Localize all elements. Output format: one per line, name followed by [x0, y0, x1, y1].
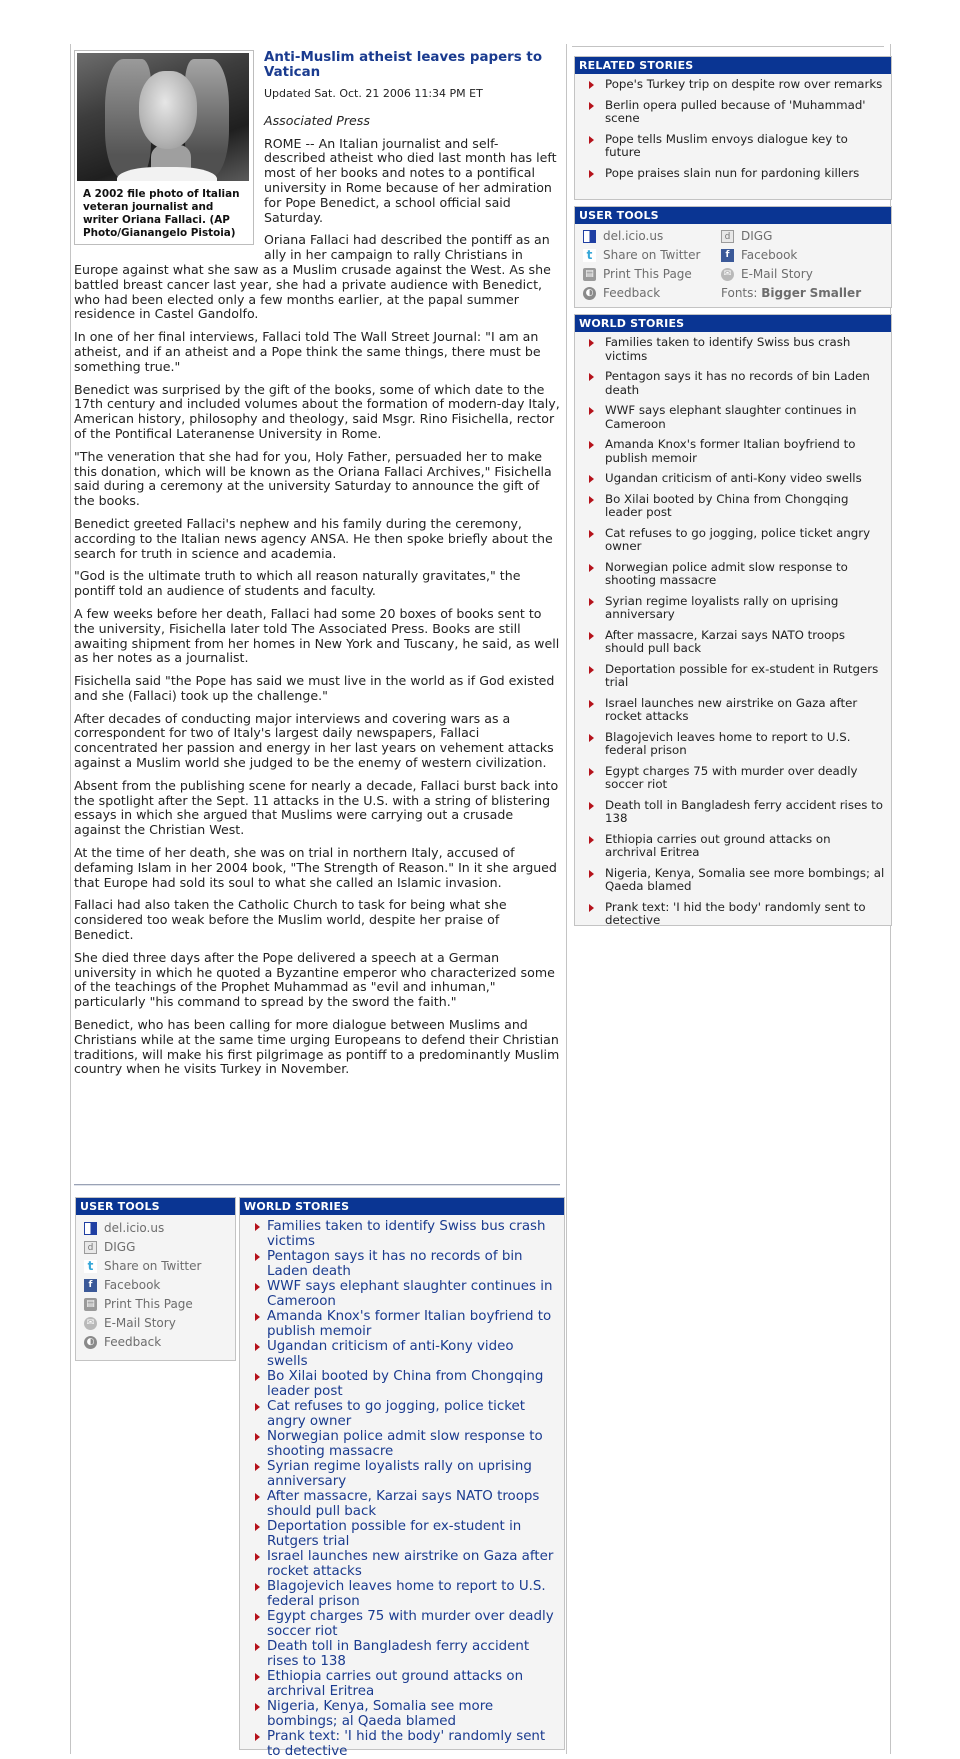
- article-paragraph: At the time of her death, she was on trial in northern Italy, accused of defaming Islam in her 2004 book, "The Strength of Reason." In it she argued that Europe had sold its soul to what she called an Islamic invasion.: [74, 845, 557, 890]
- bullet-arrow-icon: [255, 1493, 260, 1501]
- article-paragraph: In one of her final interviews, Fallaci told The Wall Street Journal: "I am an atheist, and if an atheist and a Pope think the same things, there must be something true.": [74, 329, 541, 374]
- related-story-link[interactable]: Pope praises slain nun for pardoning killers: [575, 167, 891, 181]
- font-smaller-link[interactable]: Smaller: [809, 286, 862, 300]
- world-story-link[interactable]: Ethiopia carries out ground attacks on archrival Eritrea: [240, 1669, 564, 1699]
- digg-link[interactable]: d DIGG: [721, 227, 772, 245]
- digg-icon: d: [721, 230, 734, 243]
- twitter-icon: t: [84, 1260, 97, 1273]
- user-tools-header: USER TOOLS: [76, 1198, 235, 1215]
- world-story-link[interactable]: Blagojevich leaves home to report to U.S. federal prison: [240, 1579, 564, 1609]
- article-paragraph: A few weeks before her death, Fallaci had some 20 boxes of books sent to the university, Fisichella later told The Associated Press. Books are still awaiting shipment from her homes in New York and Tuscany, he said, as well as her notes as a journalist.: [74, 605, 560, 666]
- article-photo: [77, 53, 249, 181]
- article-paragraph: Absent from the publishing scene for nearly a decade, Fallaci burst back into the spotlight after the Sept. 11 attacks in the U.S. with a string of blistering essays in which she argued that Muslims were carrying out a crusade against the Christian West.: [74, 777, 559, 838]
- digg-icon: d: [84, 1241, 97, 1254]
- bullet-arrow-icon: [589, 768, 594, 776]
- world-stories-list: [240, 1219, 564, 1759]
- world-story-link[interactable]: Bo Xilai booted by China from Chongqing leader post: [240, 1369, 564, 1399]
- bullet-arrow-icon: [255, 1313, 260, 1321]
- bullet-arrow-icon: [589, 441, 594, 449]
- bullet-arrow-icon: [255, 1643, 260, 1651]
- facebook-link[interactable]: f Facebook: [84, 1276, 235, 1295]
- bullet-arrow-icon: [589, 170, 594, 178]
- bullet-arrow-icon: [589, 870, 594, 878]
- user-tools-box-bottom: [75, 1197, 236, 1361]
- world-story-link[interactable]: Syrian regime loyalists rally on uprising anniversary: [575, 595, 891, 622]
- bullet-arrow-icon: [589, 475, 594, 483]
- bullet-arrow-icon: [589, 102, 594, 110]
- bullet-arrow-icon: [589, 81, 594, 89]
- photo-caption: A 2002 file photo of Italian veteran journalist and writer Oriana Fallaci. (AP Photo/Gianangelo Pistoia): [83, 188, 240, 239]
- world-story-link[interactable]: Cat refuses to go jogging, police ticket angry owner: [240, 1399, 564, 1429]
- world-stories-header: WORLD STORIES: [240, 1198, 564, 1215]
- user-tools-header: USER TOOLS: [575, 207, 891, 224]
- bullet-arrow-icon: [255, 1403, 260, 1411]
- world-story-link[interactable]: Israel launches new airstrike on Gaza after rocket attacks: [575, 697, 891, 724]
- delicious-icon: [84, 1222, 97, 1235]
- article-paragraph: "The veneration that she had for you, Holy Father, persuaded her to make this donation, which will be known as the Oriana Fallaci Archives," Fisichella said during a ceremony at the university Saturday to announce the gift of the books.: [74, 448, 552, 509]
- bullet-arrow-icon: [255, 1223, 260, 1231]
- article-paragraph: After decades of conducting major interviews and covering wars as a correspondent for two of Italy's largest daily newspapers, Fallaci concentrated her passion and energy in her last years on vehement attacks against a Muslim world she judged to be the enemy of western civilization.: [74, 710, 554, 771]
- world-stories-box: [574, 314, 892, 926]
- bullet-arrow-icon: [255, 1343, 260, 1351]
- font-bigger-link[interactable]: Bigger: [761, 286, 806, 300]
- world-story-link[interactable]: Pentagon says it has no records of bin Laden death: [240, 1249, 564, 1279]
- feedback-link[interactable]: ◐ Feedback: [84, 1333, 235, 1352]
- world-story-link[interactable]: Cat refuses to go jogging, police ticket angry owner: [575, 527, 891, 554]
- facebook-icon: f: [84, 1279, 97, 1292]
- bullet-arrow-icon: [589, 564, 594, 572]
- article-paragraph: Benedict greeted Fallaci's nephew and his family during the ceremony, according to the Italian news agency ANSA. He then spoke briefly about the search for truth in science and academia.: [74, 515, 553, 561]
- feedback-link[interactable]: ◐ Feedback: [583, 284, 660, 302]
- user-tools-box: [574, 206, 892, 308]
- article: [74, 50, 560, 1085]
- world-story-link[interactable]: Ugandan criticism of anti-Kony video swells: [575, 472, 891, 486]
- world-story-link[interactable]: Prank text: 'I hid the body' randomly sent to detective: [240, 1729, 564, 1759]
- related-story-link[interactable]: Pope's Turkey trip on despite row over remarks: [575, 78, 891, 92]
- email-icon: ✉: [84, 1317, 97, 1330]
- print-icon: ▤: [84, 1298, 97, 1311]
- world-story-link[interactable]: Egypt charges 75 with murder over deadly soccer riot: [575, 765, 891, 792]
- print-link[interactable]: ▤ Print This Page: [583, 265, 692, 283]
- world-story-link[interactable]: Deportation possible for ex-student in Rutgers trial: [240, 1519, 564, 1549]
- world-story-link[interactable]: Nigeria, Kenya, Somalia see more bombings; al Qaeda blamed: [240, 1699, 564, 1729]
- related-stories-box: [574, 56, 892, 200]
- world-story-link[interactable]: Families taken to identify Swiss bus crash victims: [240, 1219, 564, 1249]
- article-dateline: Updated Sat. Oct. 21 2006 11:34 PM ET: [264, 87, 483, 100]
- font-size-controls: Fonts: Bigger Smaller: [721, 286, 862, 300]
- world-stories-header: WORLD STORIES: [575, 315, 891, 332]
- world-story-link[interactable]: Norwegian police admit slow response to shooting massacre: [575, 561, 891, 588]
- world-story-link[interactable]: Families taken to identify Swiss bus crash victims: [575, 336, 891, 363]
- bullet-arrow-icon: [589, 632, 594, 640]
- feedback-icon: ◐: [84, 1336, 97, 1349]
- bullet-arrow-icon: [589, 700, 594, 708]
- bullet-arrow-icon: [255, 1583, 260, 1591]
- article-paragraph: She died three days after the Pope delivered a speech at a German university in which he quoted a Byzantine emperor who characterized some of the teachings of the Prophet Muhammad as "evil and inhuman," particularly "his command to spread by the sword the faith.": [74, 949, 555, 1010]
- email-link[interactable]: ✉ E-Mail Story: [721, 265, 813, 283]
- article-paragraph: Oriana Fallaci had described the pontiff as an ally in her campaign to rally Christians in Europe against what she saw as a Muslim crusade against the West. As she battled breast cancer last year, she had a private audience with Benedict, who had been elected only a few months earlier, at the papal summer residence in Castel Gandolfo.: [74, 232, 551, 322]
- twitter-icon: t: [583, 249, 596, 262]
- share-twitter-link[interactable]: t Share on Twitter: [583, 246, 700, 264]
- world-story-link[interactable]: Bo Xilai booted by China from Chongqing leader post: [575, 493, 891, 520]
- world-story-link[interactable]: After massacre, Karzai says NATO troops should pull back: [240, 1489, 564, 1519]
- bullet-arrow-icon: [589, 836, 594, 844]
- digg-link[interactable]: d DIGG: [84, 1238, 235, 1257]
- bullet-arrow-icon: [255, 1733, 260, 1741]
- world-story-link[interactable]: Death toll in Bangladesh ferry accident rises to 138: [575, 799, 891, 826]
- world-story-link[interactable]: Death toll in Bangladesh ferry accident rises to 138: [240, 1639, 564, 1669]
- world-story-link[interactable]: Amanda Knox's former Italian boyfriend to publish memoir: [240, 1309, 564, 1339]
- article-paragraph: ROME -- An Italian journalist and self-described atheist who died last month has left most of her books and notes to a pontifical university in Rome because of her admiration for Pope Benedict, a school official said Saturday.: [264, 135, 557, 225]
- world-story-link[interactable]: Ugandan criticism of anti-Kony video swells: [240, 1339, 564, 1369]
- bullet-arrow-icon: [255, 1253, 260, 1261]
- delicious-link[interactable]: del.icio.us: [84, 1219, 235, 1238]
- world-story-link[interactable]: Deportation possible for ex-student in Rutgers trial: [575, 663, 891, 690]
- world-story-link[interactable]: Pentagon says it has no records of bin Laden death: [575, 370, 891, 397]
- world-story-link[interactable]: Ethiopia carries out ground attacks on archrival Eritrea: [575, 833, 891, 860]
- bullet-arrow-icon: [589, 530, 594, 538]
- world-story-link[interactable]: WWF says elephant slaughter continues in Cameroon: [575, 404, 891, 431]
- world-story-link[interactable]: Syrian regime loyalists rally on uprising anniversary: [240, 1459, 564, 1489]
- related-stories-list: [575, 78, 891, 180]
- bullet-arrow-icon: [589, 666, 594, 674]
- article-paragraph: Fisichella said "the Pope has said we must live in the world as if God existed and she (Fallaci) took up the challenge.": [74, 673, 555, 703]
- article-paragraph: Benedict, who has been calling for more dialogue between Muslims and Christians while at the same time urging Europeans to defend their Christian traditions, will make his first pilgrimage as pontiff to a predominantly Muslim country when he visits Turkey in November.: [74, 1017, 560, 1077]
- bullet-arrow-icon: [589, 373, 594, 381]
- bullet-arrow-icon: [589, 734, 594, 742]
- bullet-arrow-icon: [589, 598, 594, 606]
- delicious-icon: [583, 230, 596, 243]
- related-story-link[interactable]: Berlin opera pulled because of 'Muhammad' scene: [575, 99, 891, 126]
- world-story-link[interactable]: Nigeria, Kenya, Somalia see more bombings; al Qaeda blamed: [575, 867, 891, 894]
- bullet-arrow-icon: [255, 1703, 260, 1711]
- sidebar-top-rule: [572, 46, 884, 47]
- facebook-link[interactable]: f Facebook: [721, 246, 797, 264]
- print-link[interactable]: ▤ Print This Page: [84, 1295, 235, 1314]
- article-byline: Associated Press: [264, 112, 370, 128]
- bullet-arrow-icon: [589, 802, 594, 810]
- facebook-icon: f: [721, 249, 734, 262]
- world-stories-box-bottom: [239, 1197, 565, 1759]
- delicious-link[interactable]: del.icio.us: [583, 227, 663, 245]
- bullet-arrow-icon: [255, 1523, 260, 1531]
- world-story-link[interactable]: After massacre, Karzai says NATO troops should pull back: [575, 629, 891, 656]
- share-twitter-link[interactable]: t Share on Twitter: [84, 1257, 235, 1276]
- article-divider: [74, 1184, 560, 1186]
- bullet-arrow-icon: [589, 496, 594, 504]
- bullet-arrow-icon: [589, 407, 594, 415]
- feedback-icon: ◐: [583, 287, 596, 300]
- bullet-arrow-icon: [255, 1613, 260, 1621]
- email-icon: ✉: [721, 268, 734, 281]
- article-paragraph: Fallaci had also taken the Catholic Church to task for being what she considered too weak before the Muslim world, despite her praise of Benedict.: [74, 897, 507, 943]
- print-icon: ▤: [583, 268, 596, 281]
- bullet-arrow-icon: [589, 339, 594, 347]
- world-story-link[interactable]: Prank text: 'I hid the body' randomly sent to detective: [575, 901, 891, 928]
- photo-box: [74, 50, 254, 245]
- world-story-link[interactable]: Blagojevich leaves home to report to U.S. federal prison: [575, 731, 891, 758]
- bullet-arrow-icon: [255, 1673, 260, 1681]
- world-story-link[interactable]: WWF says elephant slaughter continues in Cameroon: [240, 1279, 564, 1309]
- world-stories-list: [575, 336, 891, 928]
- world-story-link[interactable]: Israel launches new airstrike on Gaza after rocket attacks: [240, 1549, 564, 1579]
- article-paragraph: "God is the ultimate truth to which all reason naturally gravitates," the pontiff told an audience of students and faculty.: [74, 568, 521, 599]
- article-headline: Anti-Muslim atheist leaves papers to Vatican: [264, 50, 543, 80]
- page-left-border: [70, 44, 71, 1754]
- bullet-arrow-icon: [255, 1283, 260, 1291]
- bullet-arrow-icon: [589, 904, 594, 912]
- related-story-link[interactable]: Pope tells Muslim envoys dialogue key to future: [575, 133, 891, 160]
- world-story-link[interactable]: Egypt charges 75 with murder over deadly soccer riot: [240, 1609, 564, 1639]
- world-story-link[interactable]: Norwegian police admit slow response to shooting massacre: [240, 1429, 564, 1459]
- article-paragraph: Benedict was surprised by the gift of the books, some of which date to the 17th century and included volumes about the formation of modern-day Italy, American history, philosophy and theology, said Msgr. Rino Fisichella, rector of the Pontifical Lateranense University in Rome.: [74, 381, 560, 441]
- bullet-arrow-icon: [255, 1373, 260, 1381]
- related-stories-header: RELATED STORIES: [575, 57, 891, 74]
- bullet-arrow-icon: [255, 1463, 260, 1471]
- bullet-arrow-icon: [589, 136, 594, 144]
- bullet-arrow-icon: [255, 1433, 260, 1441]
- bullet-arrow-icon: [255, 1553, 260, 1561]
- column-divider: [566, 44, 567, 1754]
- email-link[interactable]: ✉ E-Mail Story: [84, 1314, 235, 1333]
- world-story-link[interactable]: Amanda Knox's former Italian boyfriend to publish memoir: [575, 438, 891, 465]
